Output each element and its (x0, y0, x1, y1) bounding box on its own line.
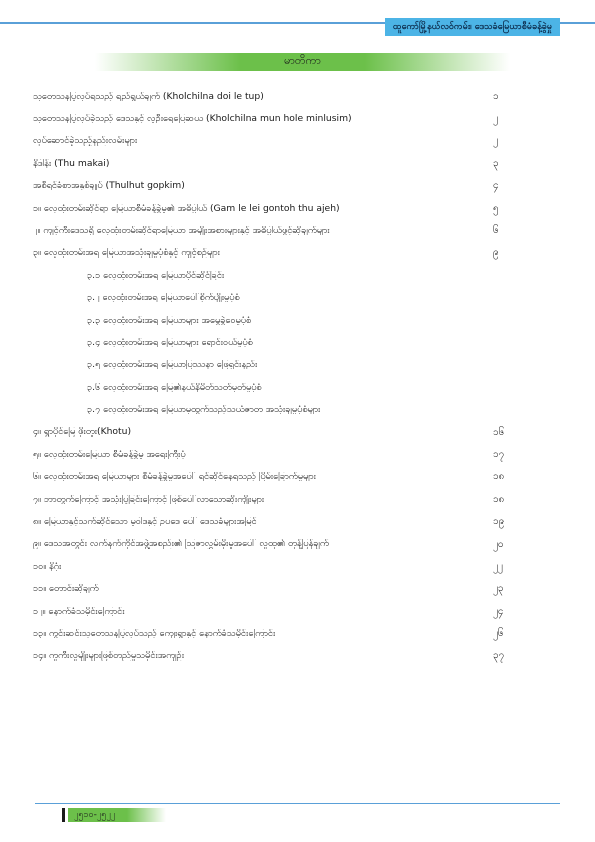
toc-entry[interactable] (33, 421, 523, 443)
toc-subentry[interactable] (33, 309, 523, 331)
toc-entry[interactable] (33, 600, 523, 622)
toc-entry-label: ၃.၅ လေ့ထုံးတမ်းအရ မြေယာပြဿနာ ဖြေရှင်းနည်း (87, 360, 258, 370)
toc-entry[interactable] (33, 130, 523, 152)
toc-entry-page: ၁၈ (493, 493, 505, 505)
toc-entry[interactable] (33, 197, 523, 219)
toc-entry-label: ၁၀။ နိဂုံး (33, 561, 62, 571)
toc-entry-label: အစီရင်ခံစာအနှစ်ချုပ် (Thulhut gopkim) (33, 181, 185, 191)
toc-entry-label: ၅။ လေ့ထုံးတမ်းမြေယာ စီမံခန့်ခွဲမှု အရေးကြီးပုံ (33, 449, 186, 460)
toc-entry-page: ၃ (493, 157, 499, 169)
toc-subentry[interactable] (33, 354, 523, 376)
toc-entry-page: ၁၈ (493, 471, 505, 483)
toc-entry-page: ၂၀ (493, 538, 504, 550)
toc-subentry[interactable] (33, 287, 523, 309)
toc-entry-label: ၃.၇ လေ့ထုံးတမ်းအရ မြေယာမှထွက်သည့်သယံဇာတ အသုံးချမှုပုံစံများ (87, 405, 321, 415)
toc-entry-label: ၂။ ကျင့်ကီးဒေသရှိ လေ့ထုံးတမ်းဆိုင်ရာမြေယာ အမျိုးအစားများနှင့် အဓိပ္ပါယ်ဖွင့်ဆိုချက်များ (33, 225, 330, 236)
toc-entry[interactable] (33, 175, 523, 197)
toc-entry-label: ၆။ လေ့ထုံးတမ်းအရ မြေယာများ စီမံခန့်ခွဲမှုအပေါ် ရင်ဆိုင်နေရသည့် ပြိမ်းခြောက်မှုများ (33, 472, 316, 482)
toc-entry-label: ၁၁။ တောင်းဆိုချက် (33, 584, 99, 594)
toc-entry[interactable] (33, 219, 523, 241)
toc-entry-label: ၁။ လေ့ထုံးတမ်းဆိုင်ရာ မြေယာစီမံခန့်ခွဲမှု၏ အဓိပ္ပါယ် (Gam le lei gontoh thu ajeh) (33, 203, 340, 213)
toc-entry-label: သုတေသနပြုလုပ်ရသည့် ရည်ရွယ်ချက် (Kholchilna doi le tup) (33, 91, 264, 101)
toc-entry[interactable] (33, 107, 523, 129)
toc-entry[interactable] (33, 488, 523, 510)
toc-subentry[interactable] (33, 264, 523, 286)
toc-entry-label: ၃.၄ လေ့ထုံးတမ်းအရ မြေယာများ ရောင်းဝယ်မှုပုံစံ (87, 337, 253, 348)
toc-entry-page: ၂၃ (493, 583, 504, 595)
toc-entry-page: ၁ (493, 90, 499, 102)
toc-entry-page: ၂၂ (493, 560, 503, 572)
toc-entry-label: ၁၄။ ကူကီးလူမျိုးများဖြစ်တည်မှုသမိုင်းအကျဉ်း (33, 651, 185, 661)
toc-subentry[interactable] (33, 331, 523, 353)
toc-entry[interactable] (33, 85, 523, 107)
toc-entry-page: ၂၄ (493, 605, 504, 617)
toc-entry[interactable] (33, 443, 523, 465)
footer-rule (35, 803, 560, 804)
toc-entry-label: ၈။ မြေယာနှင့်သက်ဆိုင်သော မူဝါဒနှင့် ဥပဒေ ပေါ် ဒေသခံများအမြင် (33, 517, 257, 527)
toc-entry-page: ၁၉ (493, 516, 505, 528)
toc-entry-label: ၁၂။ နောက်ခံသမိုင်းကြောင်း (33, 606, 125, 616)
toc-entry-label: ၉။ ဒေသအတွင်း လက်နက်ကိုင်အဖွဲ့အစည်း၏ ဩဇာလွှမ်းမိုးမှုအပေါ် လူထု၏ တုန့်ပြန်ချက် (33, 539, 329, 549)
footer-page-range: ၂၅၁၀-၂၅၂၂ (68, 808, 166, 822)
footer-marker (62, 808, 65, 822)
toc-entry-page: ၉ (493, 247, 499, 259)
toc-title-bar (95, 53, 510, 71)
toc-entry-page: ၅ (493, 202, 499, 214)
toc-entry[interactable] (33, 152, 523, 174)
toc-entry-page: ၆ (493, 225, 499, 237)
toc-entry-page: ၄ (493, 180, 499, 192)
toc-entry[interactable] (33, 533, 523, 555)
toc-entry-page: ၂၆ (493, 628, 504, 640)
toc-entry-page: ၁၆ (493, 426, 505, 438)
toc-entry[interactable] (33, 466, 523, 488)
toc-entry-label: ၇။ ဘာတွက်ကြောင့် အသုံးပြုခြင်းကြောင့် ဖြစ်ပေါ်လာသောဆိုးကျိုးများ (33, 494, 265, 504)
toc-entry[interactable] (33, 242, 523, 264)
toc-entry-label: နိဒါန်း (Thu makai) (33, 158, 110, 168)
toc-entry-label: ၃.၆ လေ့ထုံးတမ်းအရ မြေ၏နယ်နိမိတ်သတ်မှတ်မှုပုံစံ (87, 382, 262, 392)
table-of-contents (33, 85, 523, 667)
toc-entry-page: ၁၇ (493, 448, 505, 460)
toc-entry[interactable] (33, 555, 523, 577)
toc-entry-label: ၁၃။ ကွင်းဆင်းသုတေသနပြုလုပ်သည့် ကျေးရွာနှင့် နောက်ခံသမိုင်းကြောင်း (33, 628, 276, 639)
toc-entry[interactable] (33, 510, 523, 532)
toc-subentry[interactable] (33, 376, 523, 398)
running-header: ထူကော်မြို့နယ်လဝ်ကမ်း၊ ဒေသခံမြေယာစီမံခန့်ခွဲမှု (385, 18, 560, 36)
page-title: မာတိကာ (284, 54, 321, 67)
toc-entry-page: ၂ (493, 135, 498, 147)
toc-entry-label: လုပ်ဆောင်ခဲ့သည့်နည်းလမ်းများ (33, 136, 138, 146)
toc-entry-label: ၄။ ရွာပိုင်မြေ ဖိုးတူး(Khotu) (33, 427, 132, 437)
toc-entry-label: ၃.၃ လေ့ထုံးတမ်းအရ မြေယာများ အမွေခွဲဝေမှုပုံစံ (87, 315, 252, 325)
toc-entry-label: ၃။ လေ့ထုံးတမ်းအရ မြေယာအသုံးချမှုပုံစံနှင့် ကျင့်စဉ်များ (33, 248, 220, 258)
toc-entry-page: ၃၇ (493, 650, 505, 662)
toc-entry-label: သုတေသနပြုလုပ်ခဲ့သည့် ဒေသနှင့် လူဦးရေပြေဆယ (Kholchilna mun hole minlusim) (33, 113, 352, 124)
toc-entry-label: ၃.၁ လေ့ထုံးတမ်းအရ မြေယာပိုင်ဆိုင်ခြင်း (87, 270, 225, 280)
toc-entry[interactable] (33, 645, 523, 667)
toc-entry[interactable] (33, 622, 523, 644)
toc-subentry[interactable] (33, 398, 523, 420)
toc-entry-label: ၃.၂ လေ့ထုံးတမ်းအရ မြေယာပေါ်စိုက်ပျိုးမှုပုံစံ (87, 293, 240, 303)
toc-entry[interactable] (33, 578, 523, 600)
toc-entry-page: ၂ (493, 113, 498, 125)
